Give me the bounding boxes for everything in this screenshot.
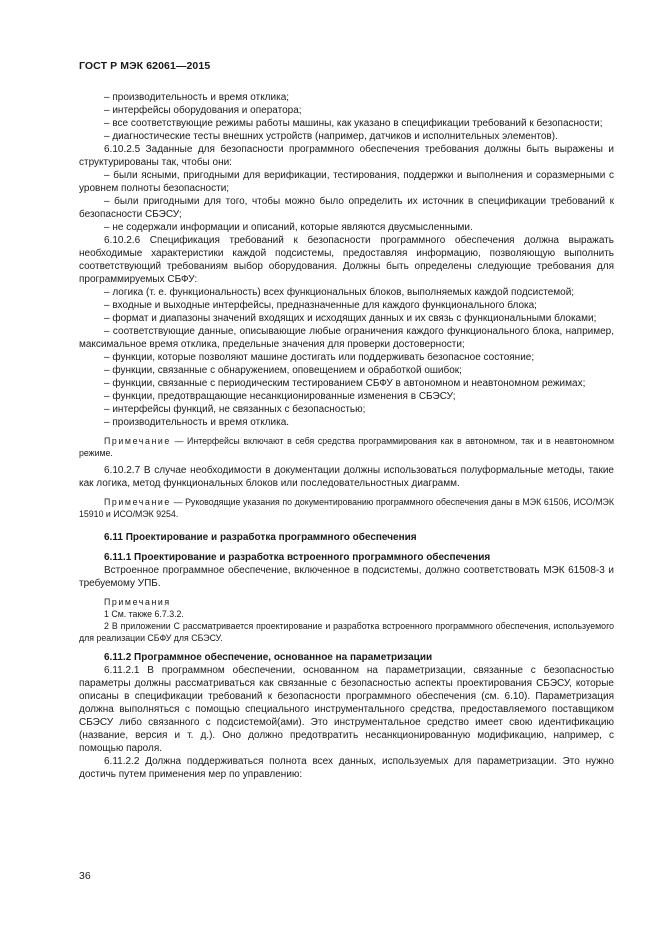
clause-6-10-2-7: 6.10.2.7 В случае необходимости в документации должны использоваться полуформальные методы, такие как логика, метод функциональных блоков или последовательностных диаграмм.: [79, 465, 614, 489]
list-item: – диагностические тесты внешних устройств (например, датчиков и исполнительных элементов).: [104, 131, 558, 142]
list-item: – соответствующие данные, описывающие любые ограничения каждого функционального блока, например, максимальное время отклика, предельные значения для проверки достоверности;: [79, 326, 614, 350]
document-body: [79, 91, 614, 781]
list-item: – производительность и время отклика;: [104, 92, 290, 103]
notes-label: Примечания: [104, 597, 171, 607]
list-item: – функции, связанные с обнаружением, оповещением и обработкой ошибок;: [104, 365, 462, 376]
clause-6-10-2-5: 6.10.2.5 Заданные для безопасности программного обеспечения требования должны быть выражены и структурированы так, чтобы они:: [79, 144, 614, 168]
list-item: – формат и диапазоны значений входящих и исходящих данных и их связь с функциональными блоками;: [104, 313, 597, 324]
list-item: – функции, связанные с периодическим тестированием СБФУ в автономном и неавтономном режимах;: [104, 378, 586, 389]
list-item: – интерфейсы оборудования и оператора;: [104, 105, 302, 116]
list-item: – функции, предотвращающие несанкционированные изменения в СБЭСУ;: [104, 391, 456, 402]
list-item: – входные и выходные интерфейсы, предназначенные для каждого функционального блока;: [104, 300, 537, 311]
note-text: — Руководящие указания по документированию программного обеспечения даны в МЭК 61506, ИСО/МЭК 15910 и ИСО/МЭК 9254.: [79, 497, 614, 519]
list-item: – все соответствующие режимы работы машины, как указано в спецификации требований к безопасности;: [104, 118, 603, 129]
list-item: – не содержали информации и описаний, которые являются двусмысленными.: [104, 222, 473, 233]
section-heading-6-11-1: 6.11.1 Проектирование и разработка встроенного программного обеспечения: [104, 552, 491, 563]
list-item: – интерфейсы функций, не связанных с безопасностью;: [104, 404, 366, 415]
list-item: – были ясными, пригодными для верификации, тестирования, поддержки и выполнения и соразмерными с уровнем полноты безопасности;: [79, 170, 614, 194]
note-documentation: [79, 496, 614, 520]
note-item: 2 В приложении С рассматривается проектирование и разработка встроенного программного обеспечения, используемого для реализации СБФУ для СБЭСУ.: [79, 621, 614, 643]
list-item: – функции, которые позволяют машине достигать или поддерживать безопасное состояние;: [104, 352, 535, 363]
note-interfaces: [79, 435, 614, 459]
note-label: Примечание: [104, 436, 171, 446]
list-item: – были пригодными для того, чтобы можно было определить их источник в спецификации требований к безопасности СБЭСУ;: [79, 196, 614, 220]
list-item: – производительность и время отклика.: [104, 417, 290, 428]
section-heading-6-11: 6.11 Проектирование и разработка программного обеспечения: [104, 532, 417, 543]
standard-header: ГОСТ Р МЭК 62061—2015: [79, 60, 211, 72]
section-heading-6-11-2: 6.11.2 Программное обеспечение, основанное на параметризации: [104, 652, 433, 663]
note-text: — Интерфейсы включают в себя средства программирования как в автономном, так и в неавтономном режиме.: [79, 436, 614, 458]
clause-6-11-1: Встроенное программное обеспечение, включенное в подсистемы, должно соответствовать МЭК 61508-3 и требуемому УПБ.: [79, 565, 614, 589]
list-item: – логика (т. е. функциональность) всех функциональных блоков, выполняемых каждой подсистемой;: [104, 287, 575, 298]
clause-6-11-2-2: 6.11.2.2 Должна поддерживаться полнота всех данных, используемых для параметризации. Это нужно достичь путем применения мер по управлению:: [79, 756, 614, 780]
clause-6-11-2-1: 6.11.2.1 В программном обеспечении, основанном на параметризации, связанные с безопасностью параметры должны рассматриваться как связанные с безопасностью аспекты проектирования СБЭСУ, которые описаны в спецификации требований к безопасности программного обеспечения (см. 6.10). Параметризация должна выполняться с помощью специального инструментального средства, предоставляемого поставщиком СБЭСУ либо связанного с подсистемой(ами). Это инструментальное средство имеет свою идентификацию (название, версия и т. д.). Оно должно предотвратить несанкционированную модификацию, например, с помощью пароля.: [79, 665, 614, 754]
page-number: 36: [79, 870, 91, 882]
note-label: Примечание: [104, 497, 171, 507]
clause-6-10-2-6: 6.10.2.6 Спецификация требований к безопасности программного обеспечения должна выражать необходимые характеристики каждой подсистемы, предоставляя информацию, позволяющую выполнить соответствующий требованиям выбор оборудования. Должны быть определены следующие требования для программируемых СБФУ:: [79, 235, 614, 285]
note-item: 1 См. также 6.7.3.2.: [104, 609, 184, 619]
